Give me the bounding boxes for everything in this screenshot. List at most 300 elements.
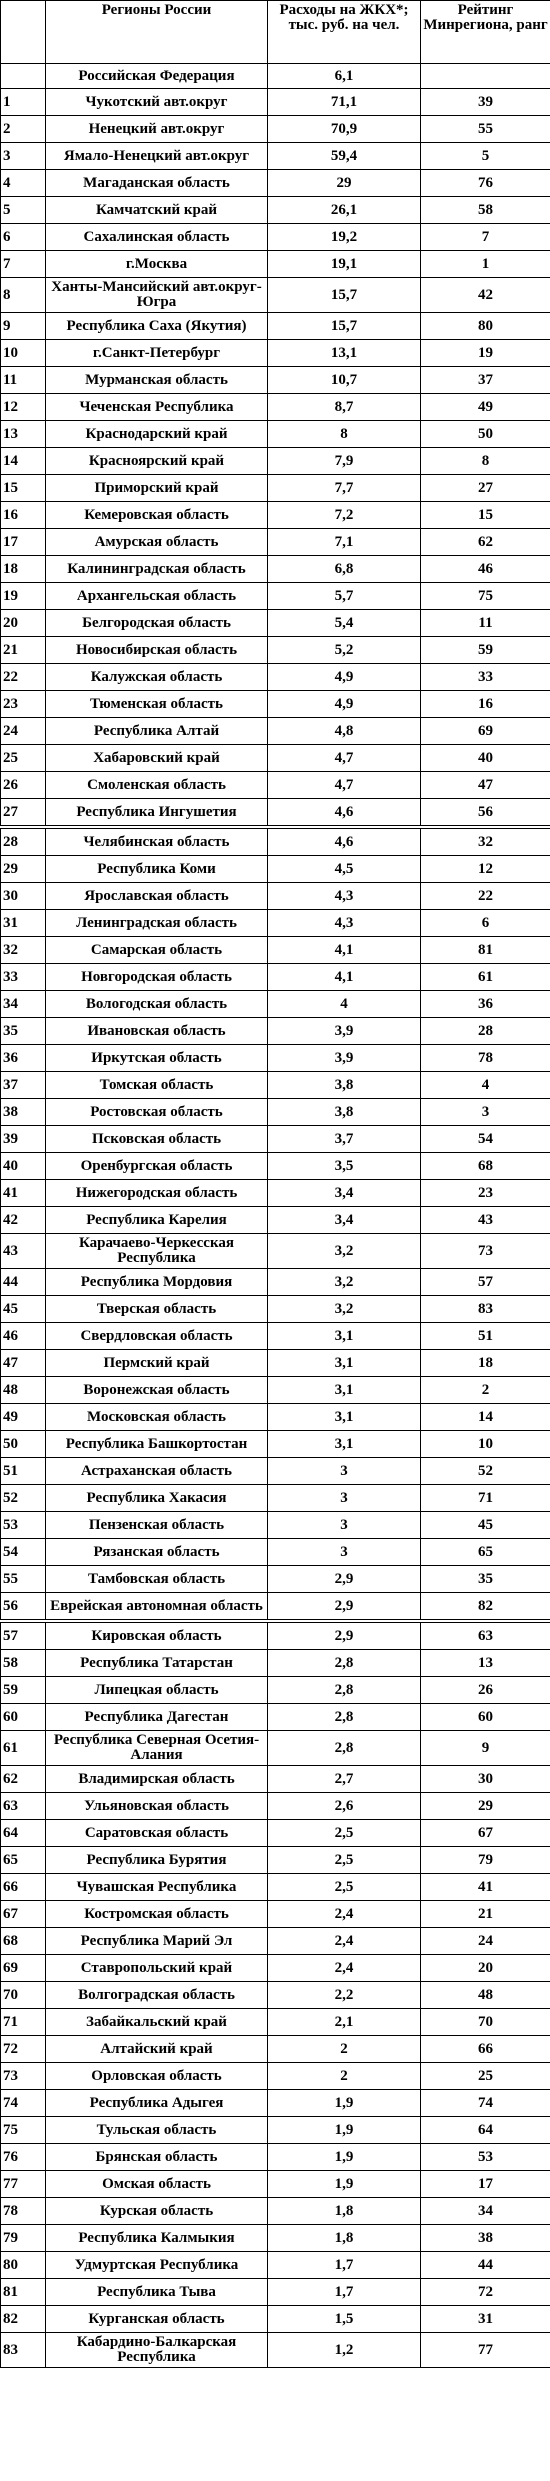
row-number: 36 [1,1045,46,1072]
row-number: 46 [1,1323,46,1350]
row-number: 52 [1,1485,46,1512]
row-number: 22 [1,664,46,691]
region-name: Карачаево-Черкесская Республика [46,1234,268,1269]
rank-value: 18 [421,1350,550,1377]
spending-value: 2,9 [268,1621,421,1650]
region-name: Владимирская область [46,1766,268,1793]
rank-value: 72 [421,2279,550,2306]
table-row [1,1234,550,1269]
spending-value: 4,9 [268,691,421,718]
rank-value: 46 [421,556,550,583]
rank-value: 5 [421,143,550,170]
table-row [1,691,550,718]
spending-value: 3 [268,1485,421,1512]
spending-value: 15,7 [268,313,421,340]
rank-value: 32 [421,827,550,856]
table-row [1,556,550,583]
spending-value: 3,1 [268,1377,421,1404]
table-row [1,2333,550,2368]
rank-value: 1 [421,251,550,278]
region-name: Республика Карелия [46,1207,268,1234]
federation-rank [421,64,550,89]
table-row [1,1793,550,1820]
rank-value: 28 [421,1018,550,1045]
table-row [1,883,550,910]
rank-value: 51 [421,1323,550,1350]
table-row [1,1955,550,1982]
spending-value: 7,9 [268,448,421,475]
region-name: Республика Калмыкия [46,2225,268,2252]
rank-value: 31 [421,2306,550,2333]
rank-value: 50 [421,421,550,448]
table-row [1,1874,550,1901]
row-number: 71 [1,2009,46,2036]
region-name: Еврейская автономная область [46,1593,268,1622]
row-number: 53 [1,1512,46,1539]
spending-value: 8 [268,421,421,448]
spending-value: 4,5 [268,856,421,883]
rank-value: 34 [421,2198,550,2225]
spending-value: 19,2 [268,224,421,251]
row-number: 15 [1,475,46,502]
spending-value: 29 [268,170,421,197]
table-row [1,170,550,197]
rank-value: 59 [421,637,550,664]
spending-value: 13,1 [268,340,421,367]
region-name: Ивановская область [46,1018,268,1045]
region-name: Республика Башкортостан [46,1431,268,1458]
rank-value: 2 [421,1377,550,1404]
table-row [1,1704,550,1731]
rank-value: 36 [421,991,550,1018]
spending-value: 2,1 [268,2009,421,2036]
region-name: Ямало-Ненецкий авт.округ [46,143,268,170]
region-name: Новосибирская область [46,637,268,664]
region-name: Республика Адыгея [46,2090,268,2117]
spending-value: 4,9 [268,664,421,691]
spending-value: 2,8 [268,1731,421,1766]
rank-value: 81 [421,937,550,964]
row-number: 56 [1,1593,46,1622]
spending-value: 2,2 [268,1982,421,2009]
table-row [1,937,550,964]
row-number: 64 [1,1820,46,1847]
row-number: 27 [1,799,46,828]
table-body [1,64,550,2368]
spending-value: 3,2 [268,1269,421,1296]
row-number: 79 [1,2225,46,2252]
row-number: 68 [1,1928,46,1955]
table-row [1,583,550,610]
spending-value: 2,7 [268,1766,421,1793]
row-number: 72 [1,2036,46,2063]
row-number: 25 [1,745,46,772]
region-name: Ставропольский край [46,1955,268,1982]
table-row [1,964,550,991]
table-row [1,827,550,856]
table-row [1,448,550,475]
federation-number [1,64,46,89]
spending-value: 2,5 [268,1874,421,1901]
table-row [1,1928,550,1955]
table-row [1,664,550,691]
row-number: 5 [1,197,46,224]
table-row [1,856,550,883]
spending-value: 3,1 [268,1404,421,1431]
region-name: Новгородская область [46,964,268,991]
spending-value: 7,2 [268,502,421,529]
region-name: Орловская область [46,2063,268,2090]
region-name: Краснодарский край [46,421,268,448]
spending-value: 2 [268,2063,421,2090]
rank-value: 30 [421,1766,550,1793]
region-name: Саратовская область [46,1820,268,1847]
region-name: Кировская область [46,1621,268,1650]
table-row [1,2252,550,2279]
table-row [1,1731,550,1766]
region-name: Республика Тыва [46,2279,268,2306]
table-row [1,2279,550,2306]
row-number: 63 [1,1793,46,1820]
region-name: Курганская область [46,2306,268,2333]
row-number: 11 [1,367,46,394]
table-row [1,1458,550,1485]
spending-value: 4,7 [268,772,421,799]
region-name: Костромская область [46,1901,268,1928]
table-row [1,421,550,448]
rank-value: 56 [421,799,550,828]
region-name: Астраханская область [46,1458,268,1485]
table-row [1,1847,550,1874]
region-name: Омская область [46,2171,268,2198]
row-number: 14 [1,448,46,475]
spending-value: 4,1 [268,937,421,964]
region-name: Ростовская область [46,1099,268,1126]
row-number: 77 [1,2171,46,2198]
rank-value: 24 [421,1928,550,1955]
spending-value: 4,3 [268,910,421,937]
spending-value: 1,7 [268,2252,421,2279]
row-number: 45 [1,1296,46,1323]
region-name: Тамбовская область [46,1566,268,1593]
row-number: 57 [1,1621,46,1650]
row-number: 54 [1,1539,46,1566]
region-name: Челябинская область [46,827,268,856]
table-row [1,251,550,278]
region-name: Амурская область [46,529,268,556]
spending-value: 2,4 [268,1955,421,1982]
table-row [1,197,550,224]
row-number: 17 [1,529,46,556]
rank-value: 45 [421,1512,550,1539]
region-name: Камчатский край [46,197,268,224]
region-name: Ульяновская область [46,1793,268,1820]
spending-value: 7,1 [268,529,421,556]
table-row [1,991,550,1018]
table-row [1,1982,550,2009]
table-row [1,745,550,772]
rank-value: 52 [421,1458,550,1485]
region-name: Волгоградская область [46,1982,268,2009]
table-row [1,1099,550,1126]
spending-value: 2,5 [268,1847,421,1874]
rank-value: 63 [421,1621,550,1650]
header-number [1,1,46,64]
spending-value: 19,1 [268,251,421,278]
row-number: 32 [1,937,46,964]
table-row [1,1153,550,1180]
row-number: 83 [1,2333,46,2368]
region-name: Республика Марий Эл [46,1928,268,1955]
rank-value: 20 [421,1955,550,1982]
rank-value: 19 [421,340,550,367]
region-name: Кабардино-Балкарская Республика [46,2333,268,2368]
spending-value: 4,7 [268,745,421,772]
region-name: Иркутская область [46,1045,268,1072]
region-name: Чукотский авт.округ [46,89,268,116]
federation-value: 6,1 [268,64,421,89]
rank-value: 7 [421,224,550,251]
region-name: Чеченская Республика [46,394,268,421]
rank-value: 25 [421,2063,550,2090]
rank-value: 10 [421,1431,550,1458]
table-row [1,367,550,394]
table-row [1,610,550,637]
spending-value: 59,4 [268,143,421,170]
rank-value: 74 [421,2090,550,2117]
region-name: Алтайский край [46,2036,268,2063]
spending-value: 26,1 [268,197,421,224]
region-name: Тюменская область [46,691,268,718]
row-number: 48 [1,1377,46,1404]
rank-value: 64 [421,2117,550,2144]
spending-value: 3,4 [268,1207,421,1234]
spending-value: 5,2 [268,637,421,664]
row-number: 28 [1,827,46,856]
region-name: Свердловская область [46,1323,268,1350]
row-number: 42 [1,1207,46,1234]
region-name: Калининградская область [46,556,268,583]
region-name: Ленинградская область [46,910,268,937]
table-row [1,772,550,799]
table-row [1,224,550,251]
row-number: 62 [1,1766,46,1793]
federation-name: Российская Федерация [46,64,268,89]
rank-value: 65 [421,1539,550,1566]
spending-value: 4,8 [268,718,421,745]
rank-value: 12 [421,856,550,883]
region-name: Республика Хакасия [46,1485,268,1512]
rank-value: 68 [421,1153,550,1180]
spending-value: 8,7 [268,394,421,421]
region-name: Псковская область [46,1126,268,1153]
rank-value: 8 [421,448,550,475]
region-name: Томская область [46,1072,268,1099]
table-row [1,2225,550,2252]
rank-value: 61 [421,964,550,991]
rank-value: 39 [421,89,550,116]
rank-value: 48 [421,1982,550,2009]
table-row [1,1018,550,1045]
region-name: Республика Коми [46,856,268,883]
table-row [1,278,550,313]
table-row [1,2171,550,2198]
region-name: Брянская область [46,2144,268,2171]
table-row [1,910,550,937]
row-number: 74 [1,2090,46,2117]
rank-value: 75 [421,583,550,610]
region-name: Кемеровская область [46,502,268,529]
region-name: Воронежская область [46,1377,268,1404]
rank-value: 9 [421,1731,550,1766]
spending-value: 3,1 [268,1323,421,1350]
row-number: 7 [1,251,46,278]
region-name: Тверская область [46,1296,268,1323]
rank-value: 58 [421,197,550,224]
region-name: Приморский край [46,475,268,502]
rank-value: 35 [421,1566,550,1593]
header-rank: Рейтинг Минрегиона, ранг [421,1,550,64]
table-row [1,1180,550,1207]
rank-value: 3 [421,1099,550,1126]
row-number: 24 [1,718,46,745]
table-row [1,1207,550,1234]
region-name: Сахалинская область [46,224,268,251]
table-row [1,1323,550,1350]
rank-value: 21 [421,1901,550,1928]
region-name: Удмуртская Республика [46,2252,268,2279]
row-number: 67 [1,1901,46,1928]
row-number: 33 [1,964,46,991]
spending-value: 4,6 [268,827,421,856]
rank-value: 44 [421,2252,550,2279]
region-name: Ханты-Мансийский авт.округ-Югра [46,278,268,313]
region-name: Республика Дагестан [46,1704,268,1731]
spending-value: 10,7 [268,367,421,394]
region-name: Самарская область [46,937,268,964]
rank-value: 15 [421,502,550,529]
region-name: Республика Алтай [46,718,268,745]
row-number: 59 [1,1677,46,1704]
rank-value: 29 [421,1793,550,1820]
region-name: Пермский край [46,1350,268,1377]
table-row [1,2117,550,2144]
table-row [1,1539,550,1566]
region-name: Красноярский край [46,448,268,475]
row-number: 51 [1,1458,46,1485]
rank-value: 67 [421,1820,550,1847]
spending-value: 5,7 [268,583,421,610]
table-row [1,2063,550,2090]
table-row [1,637,550,664]
rank-value: 37 [421,367,550,394]
row-number: 18 [1,556,46,583]
region-name: Хабаровский край [46,745,268,772]
region-name: Республика Северная Осетия-Алания [46,1731,268,1766]
region-name: Пензенская область [46,1512,268,1539]
table-row [1,1593,550,1622]
table-row [1,1766,550,1793]
row-number: 55 [1,1566,46,1593]
table-row [1,313,550,340]
row-number: 12 [1,394,46,421]
rank-value: 83 [421,1296,550,1323]
spending-value: 3 [268,1539,421,1566]
spending-value: 1,9 [268,2144,421,2171]
region-name: Липецкая область [46,1677,268,1704]
row-number: 41 [1,1180,46,1207]
rank-value: 23 [421,1180,550,1207]
row-number: 75 [1,2117,46,2144]
table-row [1,1621,550,1650]
spending-value: 1,9 [268,2117,421,2144]
region-name: Республика Ингушетия [46,799,268,828]
row-number: 81 [1,2279,46,2306]
table-row [1,394,550,421]
row-number: 26 [1,772,46,799]
table-row [1,1901,550,1928]
rank-value: 17 [421,2171,550,2198]
table-row [1,2144,550,2171]
region-name: г.Санкт-Петербург [46,340,268,367]
rank-value: 33 [421,664,550,691]
row-number: 10 [1,340,46,367]
table-row [1,502,550,529]
row-number: 20 [1,610,46,637]
rank-value: 62 [421,529,550,556]
row-number: 40 [1,1153,46,1180]
row-number: 30 [1,883,46,910]
region-name: Магаданская область [46,170,268,197]
table-row [1,143,550,170]
spending-value: 2,8 [268,1650,421,1677]
rank-value: 79 [421,1847,550,1874]
rank-value: 14 [421,1404,550,1431]
spending-value: 1,8 [268,2225,421,2252]
rank-value: 77 [421,2333,550,2368]
rank-value: 4 [421,1072,550,1099]
rank-value: 54 [421,1126,550,1153]
region-name: Архангельская область [46,583,268,610]
spending-value: 6,8 [268,556,421,583]
region-name: Курская область [46,2198,268,2225]
table-row [1,1677,550,1704]
spending-value: 3,8 [268,1072,421,1099]
row-number: 78 [1,2198,46,2225]
region-name: Смоленская область [46,772,268,799]
row-number: 2 [1,116,46,143]
table-row [1,529,550,556]
rank-value: 70 [421,2009,550,2036]
rank-value: 60 [421,1704,550,1731]
region-name: Ярославская область [46,883,268,910]
spending-value: 4 [268,991,421,1018]
rank-value: 49 [421,394,550,421]
rank-value: 43 [421,1207,550,1234]
table-row [1,1485,550,1512]
row-number: 6 [1,224,46,251]
spending-value: 4,3 [268,883,421,910]
spending-value: 2,5 [268,1820,421,1847]
row-number: 38 [1,1099,46,1126]
row-number: 9 [1,313,46,340]
federation-row [1,64,550,89]
region-name: Нижегородская область [46,1180,268,1207]
row-number: 34 [1,991,46,1018]
row-number: 21 [1,637,46,664]
row-number: 13 [1,421,46,448]
region-name: Республика Бурятия [46,1847,268,1874]
